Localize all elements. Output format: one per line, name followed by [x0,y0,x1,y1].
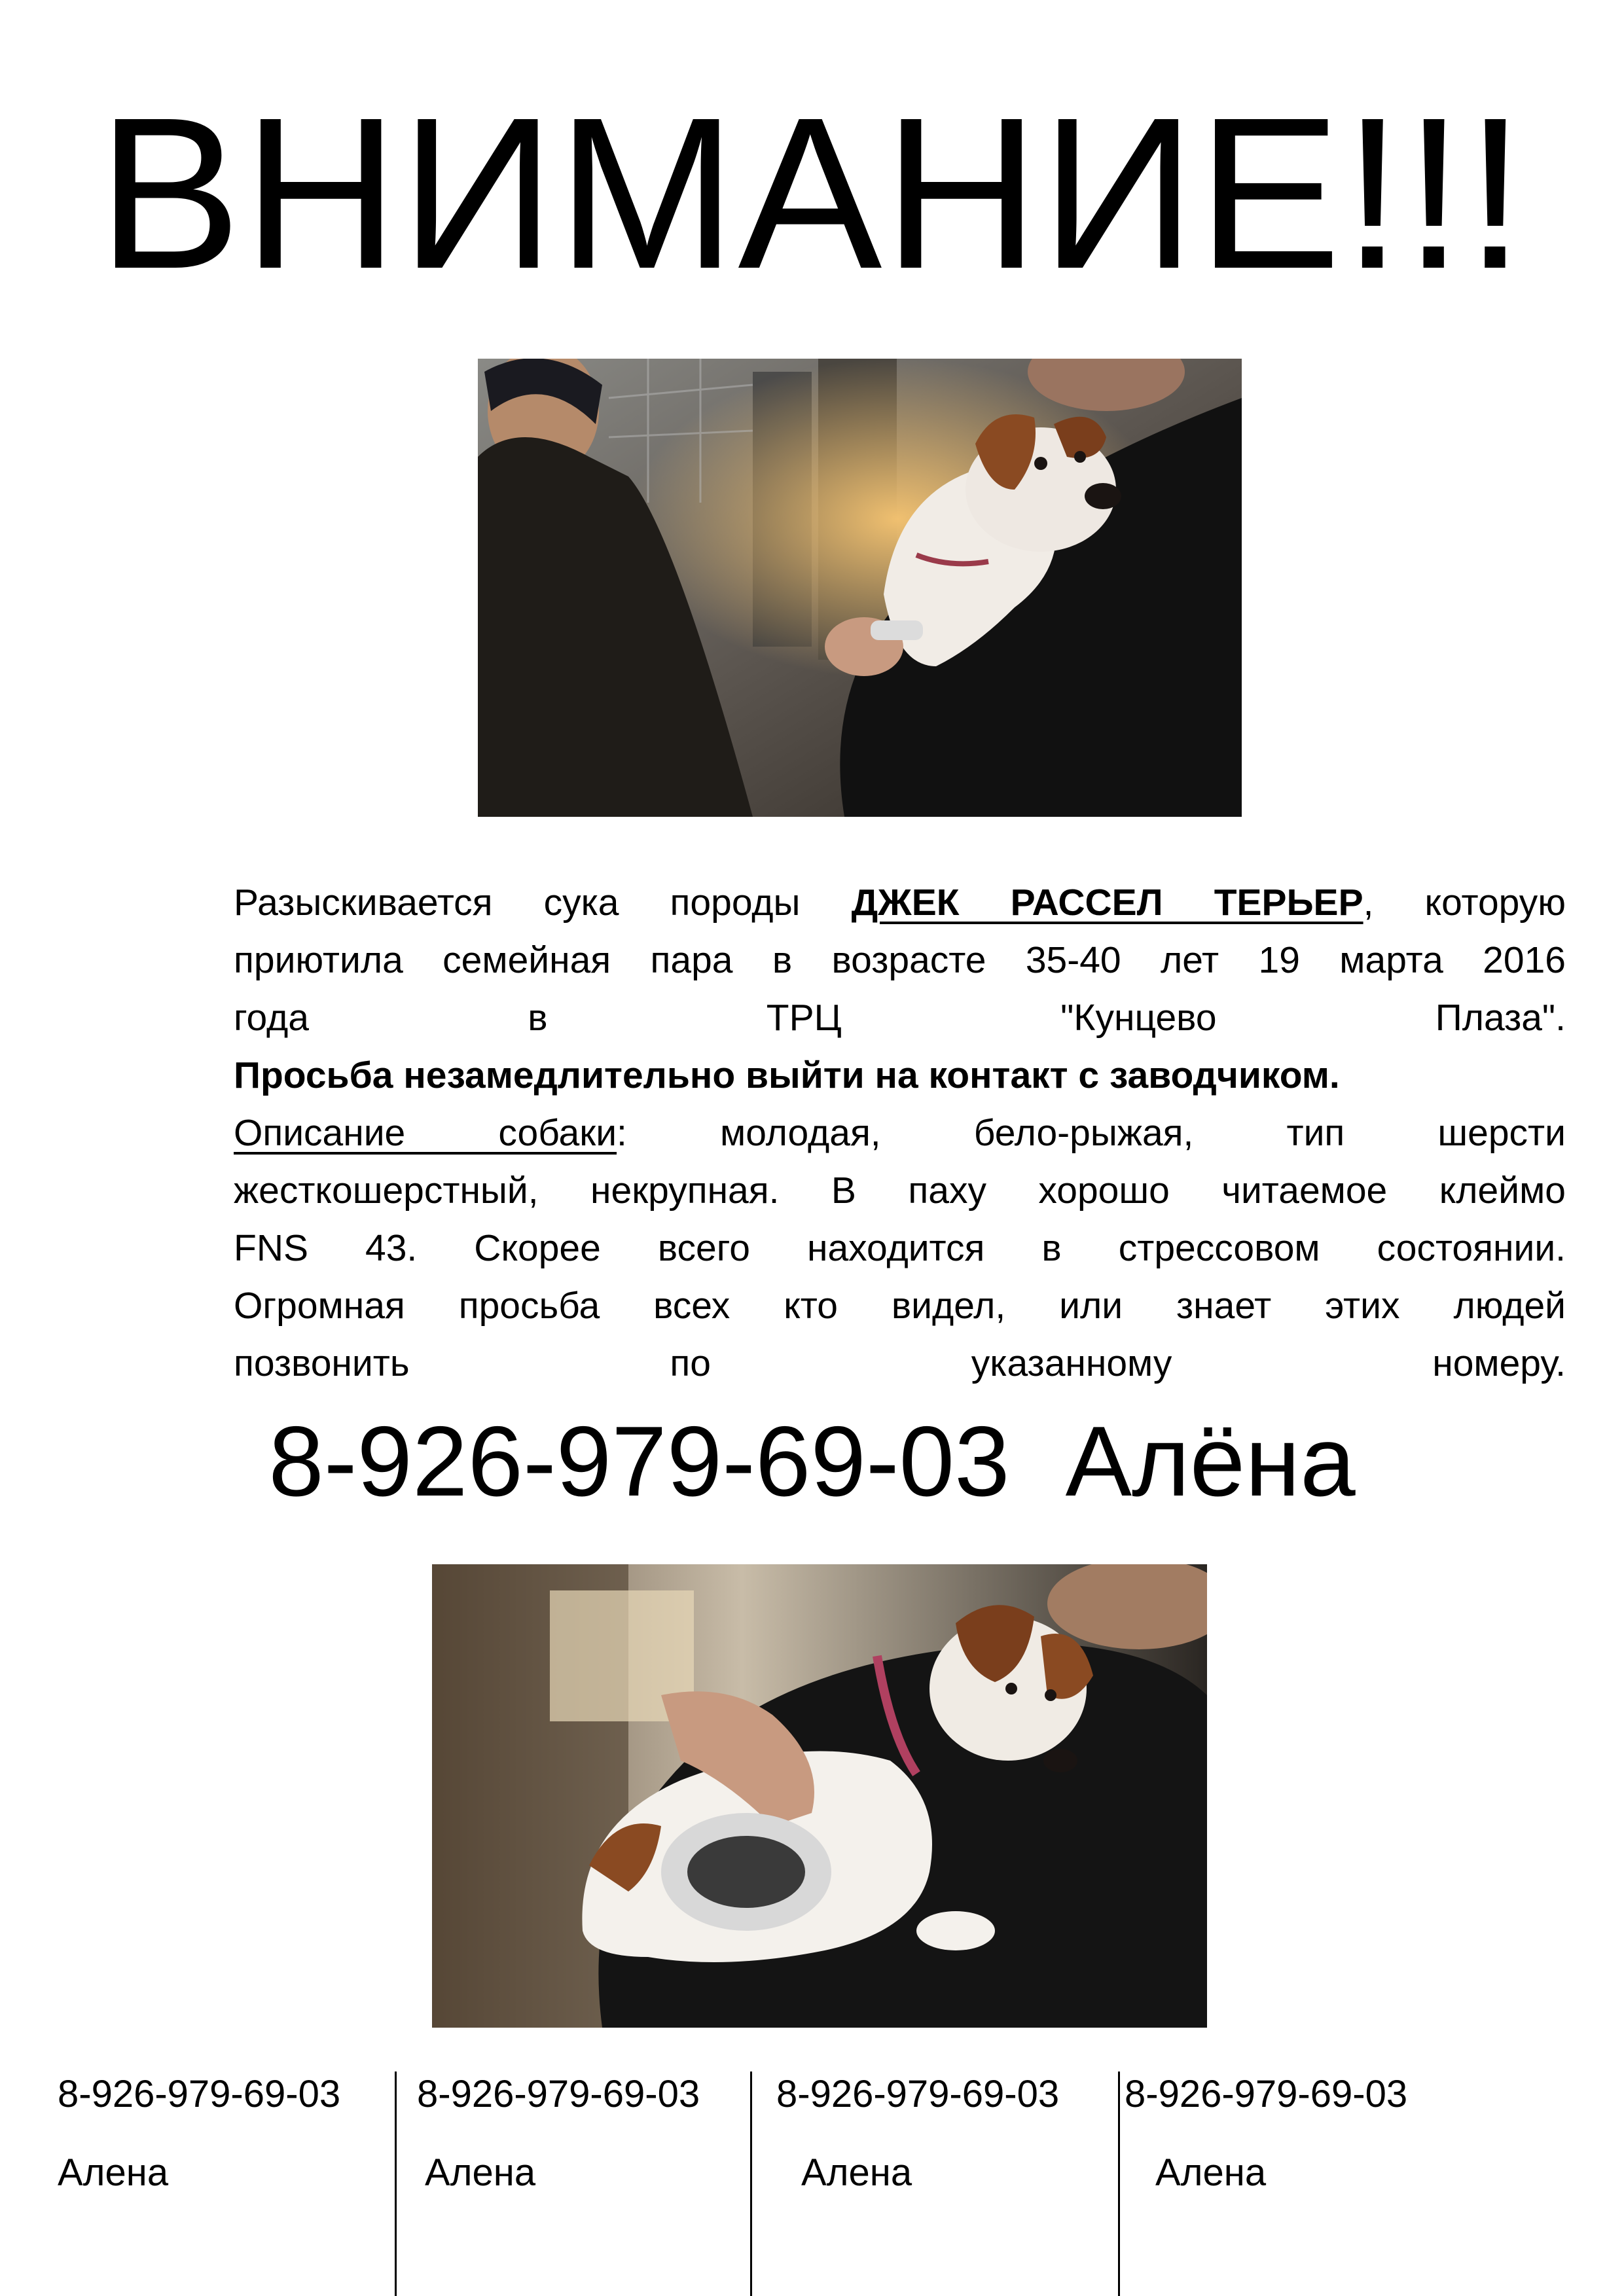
tab-phone: 8-926-979-69-03 [417,2073,700,2115]
description-label: Описание собаки [234,1112,617,1154]
tab-name: Алена [1155,2151,1267,2194]
description-line-7: FNS 43. Скорее всего находится в стрессовом состоянии. [234,1227,1566,1269]
main-phone: 8-926-979-69-03 [268,1406,1010,1517]
dog-photo-bottom [432,1564,1207,2028]
tear-off-strips [0,2068,1624,2296]
tab-name: Алена [801,2151,912,2194]
description-line-6: жесткошерстный, некрупная. В паху хорошо читаемое клеймо [234,1170,1566,1211]
intro-text: Разыскивается сука породы [234,882,852,924]
intro-tail: , которую [1363,882,1566,924]
tab-phone: 8-926-979-69-03 [58,2073,341,2115]
tab-name: Алена [425,2151,536,2194]
request-text: Просьба незамедлительно выйти на контакт с заводчиком. [234,1054,1340,1096]
tab-name: Алена [58,2151,169,2194]
dog-photo-top [478,359,1242,817]
description-line-2: приютила семейная пара в возрасте 35-40 лет 19 марта 2016 [234,939,1566,981]
description-features: : молодая, бело-рыжая, тип шерсти [617,1112,1566,1154]
main-contact-name: Алёна [1065,1406,1356,1517]
description-block [234,874,1566,1392]
description-line-9: позвонить по указанному номеру. [234,1342,1566,1384]
photo-dog-held-icon [478,359,1242,817]
main-contact [0,1407,1624,1516]
description-line-3: года в ТРЦ "Кунцево Плаза". [234,997,1566,1039]
description-line-8: Огромная просьба всех кто видел, или знает этих людей [234,1285,1566,1327]
headline: ВНИМАНИЕ!!! [97,72,1527,314]
breed-name: ДЖЕК РАССЕЛ ТЕРЬЕР [851,882,1363,924]
photo-dog-on-lap-icon [432,1564,1207,2028]
tab-phone: 8-926-979-69-03 [1125,2073,1408,2115]
tab-phone: 8-926-979-69-03 [776,2073,1060,2115]
description-line-1 [234,874,1566,931]
description-line-5 [234,1104,1566,1162]
